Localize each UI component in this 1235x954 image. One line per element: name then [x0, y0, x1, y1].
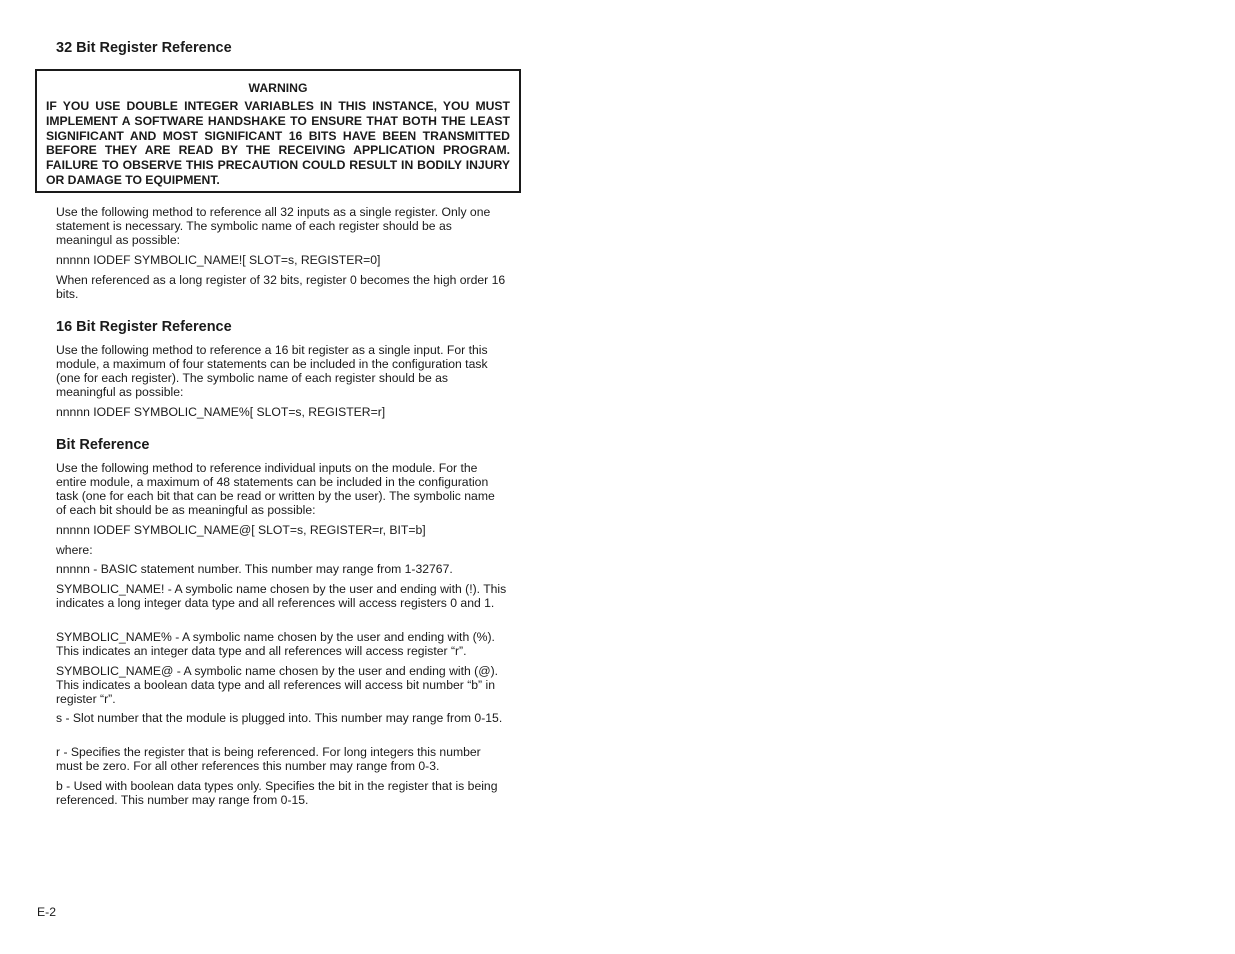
warning-title: WARNING	[248, 81, 308, 95]
page-number: E-2	[37, 905, 56, 919]
syntax-16-bit: nnnnn IODEF SYMBOLIC_NAME%[ SLOT=s, REGISTER=r]	[56, 405, 386, 419]
definition-symbolic-name-long: SYMBOLIC_NAME! - A symbolic name chosen by the user and ending with (!). This indicates a long integer data type and all references will access registers 0 and 1.	[56, 582, 507, 610]
heading-16-bit-register-reference: 16 Bit Register Reference	[56, 319, 232, 335]
definition-b: b - Used with boolean data types only. Specifies the bit in the register that is being referenced. This number may range from 0-15.	[56, 779, 498, 807]
heading-bit-reference: Bit Reference	[56, 437, 150, 453]
definition-symbolic-name-bool: SYMBOLIC_NAME@ - A symbolic name chosen by the user and ending with (@). This indicates a boolean data type and all references will access bit number “b” in register “r”.	[56, 664, 499, 706]
definition-nnnnn: nnnnn - BASIC statement number. This number may range from 1-32767.	[56, 562, 453, 576]
syntax-32-bit: nnnnn IODEF SYMBOLIC_NAME![ SLOT=s, REGISTER=0]	[56, 253, 381, 267]
paragraph-where: where:	[56, 543, 93, 557]
paragraph-32-intro: Use the following method to reference all 32 inputs as a single register. Only one statement is necessary. The symbolic name of each register should be as meaningul as possible:	[56, 205, 491, 247]
definition-s: s - Slot number that the module is plugged into. This number may range from 0-15.	[56, 711, 503, 725]
paragraph-16-intro: Use the following method to reference a 16 bit register as a single input. For this module, a maximum of four statements can be included in the configuration task (one for each register). The symbolic name of each register should be as meaningful as possible:	[56, 343, 488, 399]
warning-body: IF YOU USE DOUBLE INTEGER VARIABLES IN THIS INSTANCE, YOU MUST IMPLEMENT A SOFTWARE HANDSHAKE TO ENSURE THAT BOTH THE LEAST SIGNIFICANT AND MOST SIGNIFICANT 16 BITS HAVE BEEN TRANSMITTED BEFORE THEY ARE READ BY THE RECEIVING APPLICATION PROGRAM. FAILURE TO OBSERVE THIS PRECAUTION COULD RESULT IN BODILY INJURY OR DAMAGE TO EQUIPMENT.	[46, 99, 510, 187]
syntax-bit: nnnnn IODEF SYMBOLIC_NAME@[ SLOT=s, REGISTER=r, BIT=b]	[56, 523, 426, 537]
paragraph-32-note: When referenced as a long register of 32 bits, register 0 becomes the high order 16 bits.	[56, 273, 506, 301]
paragraph-bit-intro: Use the following method to reference individual inputs on the module. For the entire module, a maximum of 48 statements can be included in the configuration task (one for each bit that can be read or written by the user). The symbolic name of each bit should be as meaningful as possible:	[56, 461, 495, 517]
definition-symbolic-name-int: SYMBOLIC_NAME% - A symbolic name chosen by the user and ending with (%). This indicates an integer data type and all references will access register “r”.	[56, 630, 495, 658]
definition-r: r - Specifies the register that is being referenced. For long integers this number must be zero. For all other references this number may range from 0-3.	[56, 745, 481, 773]
warning-box	[35, 69, 521, 193]
heading-32-bit-register-reference: 32 Bit Register Reference	[56, 40, 232, 56]
